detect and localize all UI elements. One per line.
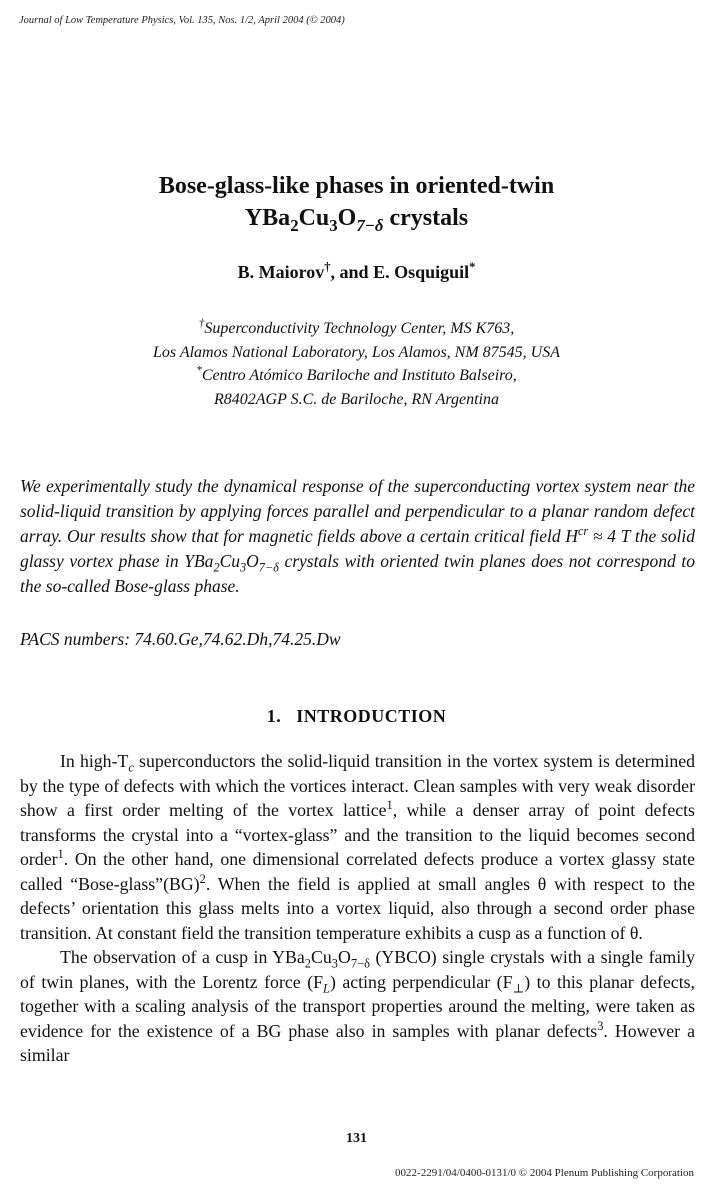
author-2-mark: * [469, 260, 476, 274]
title-sub-7: 7−δ [356, 215, 384, 235]
intro-p2-sub-perp: ⊥ [512, 981, 525, 996]
section-heading-introduction: 1. INTRODUCTION [266, 706, 447, 726]
intro-paragraph-1 [20, 749, 695, 945]
affiliation-mark-2: * [196, 364, 202, 377]
intro-paragraph-2 [20, 945, 695, 1068]
authors [0, 262, 713, 283]
affiliations [0, 317, 713, 411]
intro-p2-ref: 3 [597, 1018, 604, 1033]
intro-p1-b: superconductors the solid-liquid transition in the vortex system is determined by the type of defects with which the vortices interact. Clean samples with very weak disorder show a first order melting of the vortex lattice [20, 751, 695, 820]
abstract-part-5: crystals with oriented twin planes does not correspond to the so-called Bose-glass phase. [20, 551, 695, 596]
intro-p1-ref-1: 1 [386, 798, 393, 813]
title-suffix: crystals [383, 205, 469, 231]
title-sub-2: 2 [290, 215, 299, 235]
abstract-part-3: Cu [219, 551, 240, 571]
title-sub-3: 3 [329, 215, 338, 235]
title-formula-cu: Cu [298, 205, 330, 231]
intro-p1-ref-3: 2 [199, 871, 206, 886]
intro-p2-sub-l: L [323, 981, 330, 996]
author-1: B. Maiorov [237, 262, 325, 282]
abstract-part-2: ≈ 4 T the solid glassy vortex phase in YBa [20, 526, 695, 571]
abstract-part-4: O [246, 551, 259, 571]
intro-p2-e: ) acting perpendicular (F [329, 971, 513, 992]
paper-title [0, 170, 713, 234]
intro-p2-b: Cu [311, 947, 332, 967]
affiliation-line-4: R8402AGP S.C. de Bariloche, RN Argentina [213, 390, 499, 408]
intro-p2-c: O [338, 947, 351, 967]
intro-p1-sub-c: c [128, 760, 134, 775]
journal-header: Journal of Low Temperature Physics, Vol. 135, Nos. 1/2, April 2004 (© 2004) [19, 15, 345, 26]
intro-p2-g: . However a similar [20, 1020, 695, 1065]
author-separator: , and [330, 262, 374, 282]
pacs-numbers: PACS numbers: 74.60.Ge,74.62.Dh,74.25.Dw [20, 629, 341, 649]
intro-p2-sub-3: 3 [331, 956, 338, 971]
intro-p2-d: (YBCO) single crystals with a single family of twin planes, with the Lorentz force (F [20, 947, 696, 992]
copyright-line: 0022-2291/04/0400-0131/0 © 2004 Plenum Publishing Corporation [395, 1167, 694, 1179]
abstract-part-1: We experimentally study the dynamical response of the superconducting vortex system near the solid-liquid transition by applying forces parallel and perpendicular to a planar random defect array. Our results show that for magnetic fields above a certain critical field H [20, 476, 695, 546]
intro-p2-sub-2: 2 [304, 956, 312, 971]
intro-p1-d: . On the other hand, one dimensional correlated defects produce a vortex glassy state called “Bose-glass”(BG) [20, 849, 695, 894]
intro-p2-f: ) to this planar defects, together with a scaling analysis of the transport properties around the melting, were taken as evidence for the existence of a BG phase also in samples with planar defects [20, 971, 695, 1041]
author-1-mark: † [324, 260, 331, 274]
page-number: 131 [346, 1131, 367, 1146]
abstract-sub-2: 2 [213, 560, 220, 575]
intro-p1-e: . When the field is applied at small angles θ with respect to the defects’ orientation this glass melts into a vortex liquid, also through a second order phase transition. At constant field the transition temperature exhibits a cusp as a function of θ. [20, 873, 695, 943]
affiliation-line-3 [0, 364, 713, 388]
abstract-paragraph [20, 474, 695, 599]
affiliation-text-1: Superconductivity Technology Center, MS K763, [204, 320, 515, 337]
title-formula-o: O [337, 205, 357, 231]
affiliation-mark-1: † [198, 317, 205, 330]
title-formula-y: YBa [244, 205, 291, 231]
affiliation-line-1 [0, 317, 713, 341]
affiliation-line-2: Los Alamos National Laboratory, Los Alamos, NM 87545, USA [152, 343, 561, 361]
abstract-sub-7: 7−δ [258, 560, 279, 575]
intro-p1-ref-2: 1 [57, 847, 64, 862]
title-line-2 [0, 202, 713, 234]
affiliation-text-3: Centro Atómico Bariloche and Instituto Balseiro, [201, 367, 517, 384]
title-line-1: Bose-glass-like phases in oriented-twin [158, 173, 555, 199]
author-2: E. Osquiguil [373, 262, 470, 282]
abstract-sub-3: 3 [240, 560, 247, 575]
intro-p1-c: , while a denser array of point defects transforms the crystal into a “vortex-glass” and the transition to the liquid becomes second order [20, 800, 695, 869]
abstract-sup-cr: cr [577, 524, 589, 539]
intro-p1-a: In high-T [60, 751, 129, 771]
introduction-body [20, 749, 695, 1068]
abstract [20, 474, 695, 599]
intro-p2-a: The observation of a cusp in YBa [60, 947, 305, 967]
intro-p2-sub-7: 7−δ [350, 956, 370, 971]
